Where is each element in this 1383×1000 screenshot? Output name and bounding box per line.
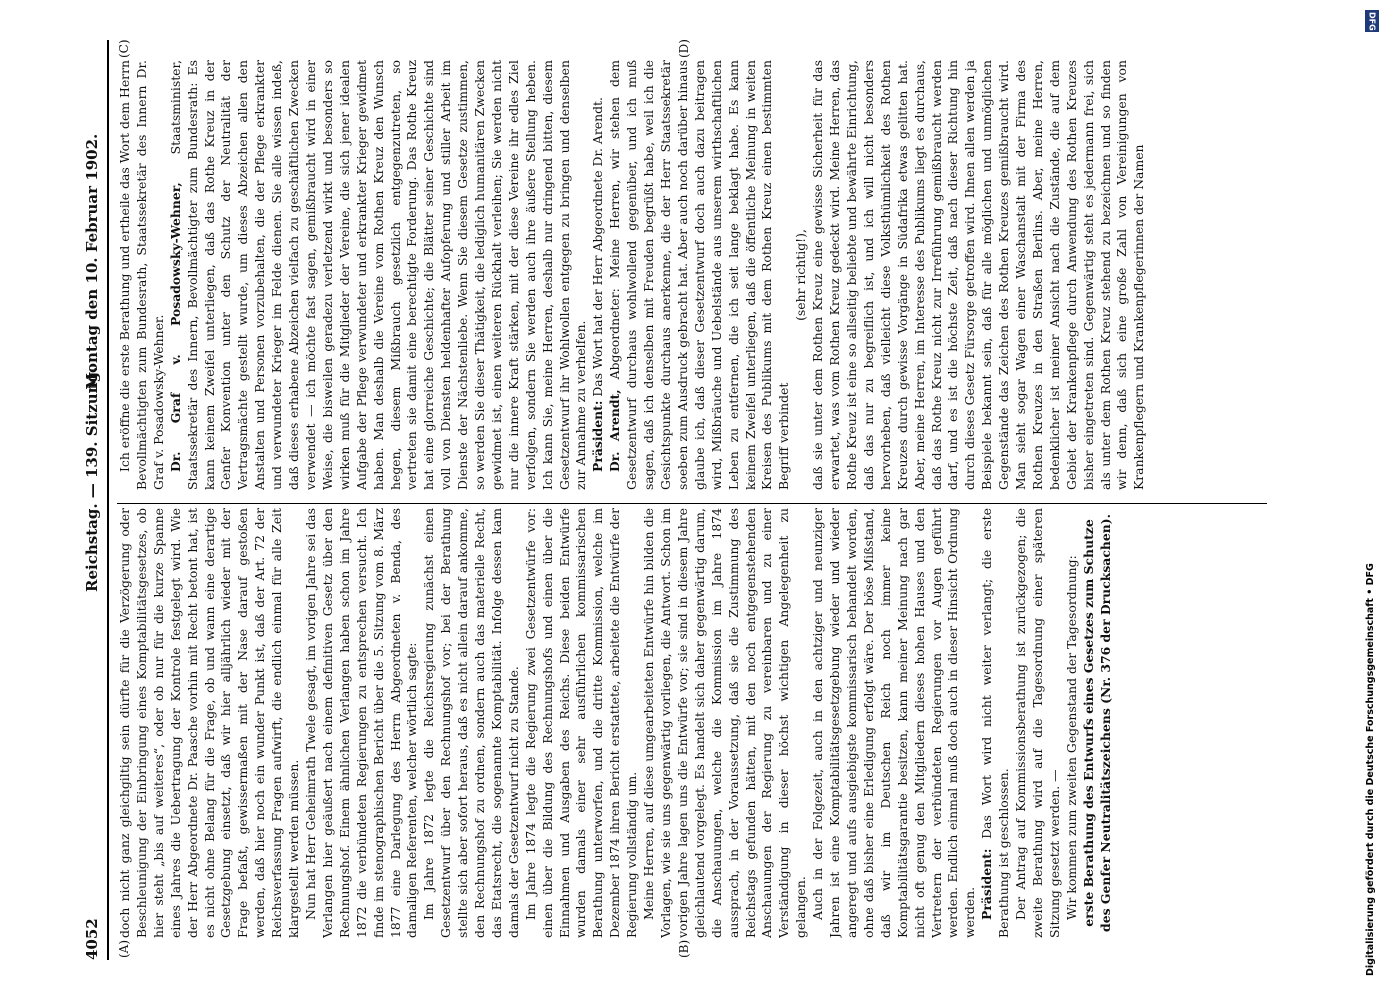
- dfg-logo: DFG: [1365, 10, 1379, 32]
- dfg-credit-text: Digitalisierung gefördert durch die Deutsche Forschungsgemeinschaft • DFG: [1365, 563, 1376, 976]
- margin-mark-c: (C): [116, 39, 131, 58]
- paragraph: [590, 60, 607, 490]
- page-date: Montag den 10. Februar 1902.: [82, 133, 101, 390]
- margin-mark-d: (D): [676, 39, 691, 58]
- dfg-credit-strip: [1365, 10, 1379, 990]
- column-divider: [117, 503, 1267, 504]
- speaker-label: Dr. Arendt,: [606, 389, 622, 472]
- margin-mark-a: (A): [116, 939, 131, 958]
- margin-mark-b: (B): [676, 939, 691, 958]
- paragraph: [979, 508, 1013, 938]
- paragraph: doch nicht ganz gleichgiltig sein dürfte für die Verzögerung oder Beschleunigung der Einbringung eines Komptabilitätsgesetzes, ob hier steht „bis auf weiteres“, oder ob nur für die kurze Spanne eines Jahres die Uebertragung der Kontrole festgelegt wird. Wie der Herr Abgeordnete Dr. Paasche vorhin mit Recht betont hat, ist es nicht ohne Belang für die Frage, ob und wann eine derartige Gesetzgebung einsetzt, daß wir hier alljährlich wieder mit der Frage befaßt, gewissermaßen mit der Nase darauf gestoßen werden, daß hier noch ein wunder Punkt ist, daß der Art. 72 der Reichsverfassung Fragen aufwirft, die endlich einmal für alle Zeit klargestellt werden müssen.: [116, 508, 301, 938]
- page-number: 4052: [82, 918, 101, 960]
- interjection: (sehr richtig!),: [792, 229, 808, 321]
- scanned-page: [77, 40, 1307, 960]
- left-column: [117, 508, 1267, 938]
- speaker-label: Präsident:: [978, 848, 994, 920]
- paragraph: Wir kommen zum zweiten Gegenstand der Tagesordnung:: [1063, 555, 1079, 920]
- paragraph: daß sie unter dem Rothen Kreuz eine gewisse Sicherheit für das erwartet, was vom Rothen Kreuz gedeckt wird. Meine Herren, das Rothe Kreuz ist eine so allseitig beliebte und bewährte Einrichtung, daß das nur zu begreiflich ist, und ich will nicht besonders hervorheben, daß vielleicht diese Volksthümlichkeit des Rothen Kreuzes durch gewisse Vorgänge in Südafrika etwas gelitten hat. Aber, meine Herren, im Interesse des Publikums liegt es durchaus, daß das Rothe Kreuz nicht zur Irreführung gemißbraucht werden darf, und es ist die höchste Zeit, daß nach dieser Richtung hin durch dieses Gesetz Fürsorge getroffen wird. Ihnen allen werden ja Beispiele bekannt sein, daß für alle möglichen und unmöglichen Gegenstände das Zeichen des Rothen Kreuzes gemißbraucht wird. Man sieht sogar Wagen einer Waschanstalt mit der Firma des Rothen Kreuzes in den Straßen Berlins. Aber, meine Herren, bedenklicher ist meiner Ansicht nach die Zustände, die auf dem Gebiet der Krankenpflege durch Anwendung des Rothen Kreuzes bisher eingetreten sind. Gegenwärtig steht es jedermann frei, sich als unter dem Rothen Kreuz stehend zu bezeichnen und so finden wir denn, daß sich eine große Zahl von Vereinigungen von Krankenpflegern und Krankenpflegerinnen der Namen: [809, 60, 1146, 490]
- header-rule: [107, 40, 109, 960]
- paragraph: Ich eröffne die erste Berathung und ertheile das Wort dem Herrn Bevollmächtigten zum Bundesrath, Staatssekretär des Innern Dr. Graf v. Posadowsky-Wehner.: [116, 60, 166, 490]
- speech-text: Das Wort hat der Herr Abgeordnete Dr. Arendt.: [589, 97, 605, 401]
- paragraph: Der Antrag auf Kommissionsberathung ist zurückgezogen; die zweite Berathung wird auf die Tagesordnung einer späteren Sitzung gesetzt werden. —: [1012, 508, 1062, 938]
- speech-text: Staatsminister, Staatssekretär des Innern, Bevollmächtigter zum Bundesrath: Es kann keinem Zweifel unterliegen, daß das Rothe Kreuz in der Genfer Konvention unter den Schutz der Neutralität der Vertragsmächte gestellt wurde, um dieses Abzeichen allen den Anstalten und Personen vorzubehalten, die der Pflege erkrankter und verwundeter Krieger im Felde dienen. Sie alle wissen indeß, daß dieses erhabene Abzeichen vielfach zu geschäftlichen Zwecken verwendet — ich möchte fast sagen, gemißbraucht wird in einer Weise, die bisweilen geradezu verletzend wirkt und besonders so wirken muß für die Mitglieder der Vereine, die sich jener idealen Aufgabe der Pflege verwundeter und erkrankter Krieger gewidmet haben. Man deshalb die Vereine vom Rothen Kreuz den Wunsch hegen, diesem Mißbrauch gesetzlich entgegenzutreten, so vertreten sie damit eine berechtigte Forderung. Das Rothe Kreuz hat eine glorreiche Geschichte; die Blätter seiner Geschichte sind voll von Diensten heldenhafter Aufopferung und stiller Arbeit im Dienste der Nächstenliebe. Wenn Sie diesem Gesetze zustimmen, so werden Sie dieser Thätigkeit, die lediglich humanitären Zwecken gewidmet ist, einen weiteren Rückhalt verleihen; Sie werden nicht nur die innere Kraft stärken, mit der diese Vereine ihr edles Ziel verfolgen, sondern Sie werden auch ihre äußere Stellung heben. Ich kann Sie, meine Herren, deshalb nur dringend bitten, diesem Gesetzentwurf ihr Wohlwollen entgegen zu bringen und denselben zur Annahme zu verhelfen.: [167, 60, 588, 490]
- paragraph: [167, 60, 590, 490]
- right-column: [117, 60, 1267, 490]
- speaker-label: Dr. Graf v. Posadowsky-Wehner,: [167, 182, 183, 472]
- agenda-item: erste Berathung des Entwurfs eines Gesetzes zum Schutze des Genfer Neutralitätszeichens (Nr. 376 der Drucksachen).: [1080, 514, 1113, 932]
- page-title: Reichstag. — 139. Sitzung.: [82, 366, 101, 592]
- quote-paragraph: Meine Herren, auf diese umgearbeiteten Entwürfe hin bilden die Vorlagen, wie sie uns gegenwärtig vorliegen, die Antwort. Schon im vorigen Jahre lagen uns die Entwürfe vor; sie sind in diesem Jahre gleichlautend vorgelegt. Es handelt sich daher gegenwärtig darum, die Anschauungen, welche die Kommission im Jahre 1874 aussprach, in der Voraussetzung, daß sie die Zustimmung des Reichstags gefunden hätten, mit den noch entgegenstehenden Anschauungen der Regierung zu vereinbaren und zu einer Verständigung in dieser höchst wichtigen Angelegenheit zu gelangen.: [640, 508, 808, 938]
- speaker-label: Präsident:: [589, 400, 605, 472]
- paragraph: Auch in der Folgezeit, auch in den achtziger und neunziger Jahren ist eine Komptabilitätsgesetzgebung wieder und wieder angeregt und aufs ausgiebigste kommissarisch behandelt worden, ohne daß bisher eine Erledigung erfolgt wäre. Der böse Mißstand, daß wir im Deutschen Reich noch immer keine Komptabilitätsgarantie besitzen, kann meiner Meinung nach gar nicht oft genug den Mitgliedern dieses hohen Hauses und den Vertretern der verbündeten Regierungen vor Augen geführt werden. Endlich einmal muß doch auch in dieser Hinsicht Ordnung werden.: [809, 508, 977, 938]
- quote-paragraph: Im Jahre 1872 legte die Reichsregierung zunächst einen Gesetzentwurf über den Rechnungshof vor; bei der Berathung stellte sich aber sofort heraus, daß es nicht allein darauf ankomme, den Rechnungshof zu ordnen, sondern auch das materielle Recht, das Etatsrecht, die sogenannte Komptabilität. Infolge dessen kam damals der Gesetzentwurf nicht zu Stande.: [420, 508, 521, 938]
- quote-paragraph: Im Jahre 1874 legte die Regierung zwei Gesetzentwürfe vor: einen über die Bildung des Rechnungshofs und einen über die Einnahmen und Ausgaben des Reichs. Diese beiden Entwürfe wurden damals einer sehr ausführlichen kommissarischen Berathung unterworfen, und die dritte Kommission, welche im Dezember 1874 ihren Bericht erstattete, arbeitete die Entwürfe der Regierung vollständig um.: [522, 508, 639, 938]
- paragraph: [607, 60, 793, 490]
- page-header: [77, 40, 107, 960]
- paragraph: Nun hat Herr Geheimrath Twele gesagt, im vorigen Jahre sei das Verlangen hier geäußert nach einem definitiven Gesetz über den Rechnungshof. Einem ähnlichen Verlangen haben schon im Jahre 1872 die verbündeten Regierungen zu entsprechen versucht. Ich finde im stenographischen Bericht über die 5. Sitzung vom 8. März 1877 eine Darlegung des Herrn Abgeordneten v. Benda, des damaligen Referenten, welcher wörtlich sagte:: [302, 508, 419, 938]
- speech-text: Das Wort wird nicht weiter verlangt; die erste Berathung ist geschlossen.: [978, 508, 1011, 938]
- speech-text: Abgeordneter: Meine Herren, wir stehen dem Gesetzentwurf durchaus wohlwollend gegenüber, und ich muß sagen, daß ich denselben mit Freuden begrüßt habe, weil ich die Gesichtspunkte durchaus anerkenne, die der Herr Staatssekretär soeben zum Ausdruck gebracht hat. Aber auch noch darüber hinaus glaube ich, daß dieser Gesetzentwurf doch auch dazu beitragen wird, Mißbräuche und Uebelstände aus unserem wirthschaftlichen Leben zu entfernen, die ich seit lange beklagt habe. Es kann keinem Zweifel unterliegen, daß die öffentliche Meinung in weiten Kreisen des Publikums mit dem Rothen Kreuz einen bestimmten Begriff verbindet: [606, 60, 791, 490]
